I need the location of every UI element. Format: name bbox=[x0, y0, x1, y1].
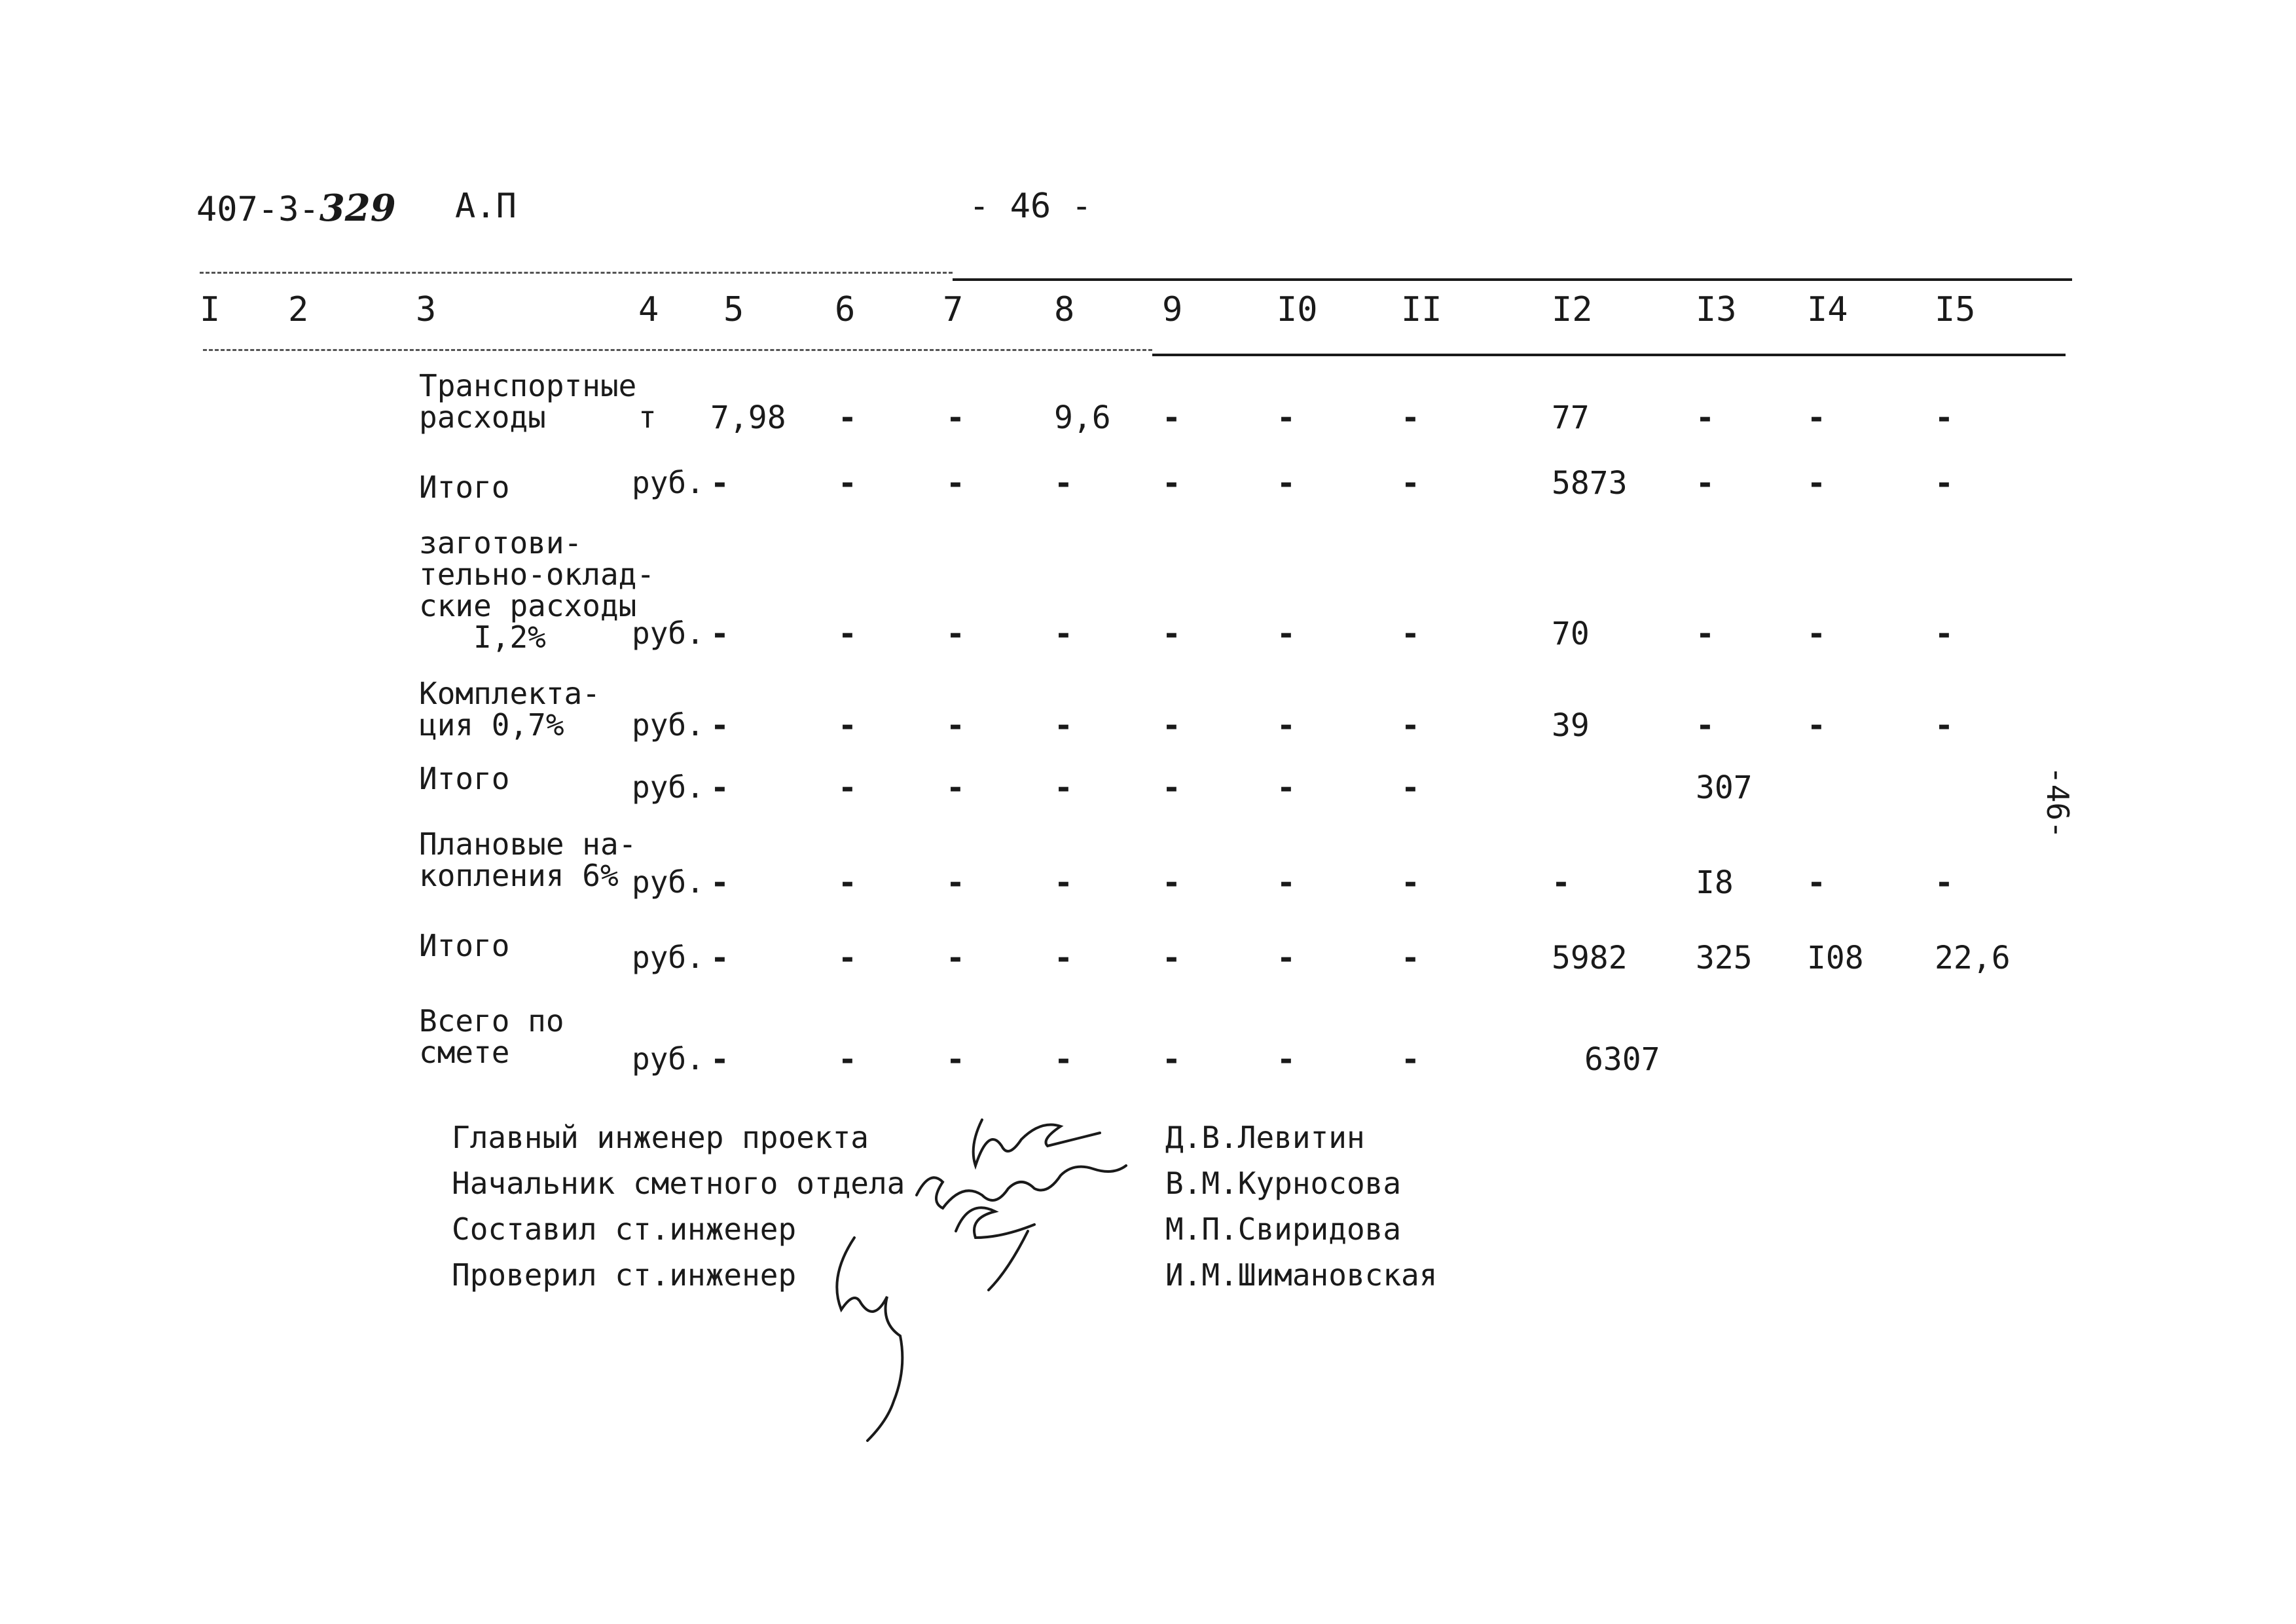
signature-role: Проверил ст.инженер bbox=[452, 1257, 797, 1293]
column-number: 2 bbox=[288, 290, 309, 329]
column-number: I4 bbox=[1807, 290, 1848, 329]
table-cell: - bbox=[946, 769, 965, 806]
table-top-rule-dashed bbox=[200, 272, 953, 274]
doc-code-handwritten: 329 bbox=[319, 187, 396, 230]
column-number: 8 bbox=[1054, 290, 1075, 329]
table-cell: - bbox=[838, 399, 857, 436]
table-cell: - bbox=[1162, 707, 1181, 744]
table-cell: 77 bbox=[1552, 399, 1590, 436]
table-cell: - bbox=[1162, 1041, 1181, 1078]
table-cell: - bbox=[1552, 864, 1571, 901]
row-label: Комплекта- ция 0,7% bbox=[419, 676, 600, 743]
table-cell: - bbox=[946, 465, 965, 502]
column-number: 7 bbox=[943, 290, 964, 329]
table-cell: - bbox=[946, 864, 965, 901]
table-cell: - bbox=[1277, 465, 1296, 502]
table-cell: 70 bbox=[1552, 616, 1590, 652]
signature-name: В.М.Курносова bbox=[1165, 1166, 1402, 1201]
table-cell: - bbox=[1807, 616, 1826, 652]
table-cell: - bbox=[946, 707, 965, 744]
signature-name: М.П.Свиридова bbox=[1165, 1211, 1402, 1247]
table-cell: 5873 bbox=[1552, 465, 1628, 502]
table-header-rule-dashed bbox=[203, 349, 1152, 351]
table-cell: 39 bbox=[1552, 707, 1590, 744]
table-cell: - bbox=[1696, 399, 1715, 436]
table-cell: - bbox=[1277, 940, 1296, 976]
table-cell: - bbox=[1696, 616, 1715, 652]
table-cell: - bbox=[1054, 864, 1073, 901]
row-label: Плановые на- копления 6% bbox=[419, 826, 637, 893]
table-cell: 307 bbox=[1696, 769, 1753, 806]
table-cell: - bbox=[1401, 465, 1420, 502]
table-cell: - bbox=[1277, 707, 1296, 744]
album-label: А.П bbox=[455, 187, 517, 226]
column-number: 5 bbox=[723, 290, 744, 329]
table-cell: 9,6 bbox=[1054, 399, 1111, 436]
table-cell: - bbox=[710, 769, 729, 806]
table-cell: - bbox=[1401, 769, 1420, 806]
table-cell: - bbox=[1935, 707, 1954, 744]
table-cell: - bbox=[1401, 940, 1420, 976]
row-label: Итого bbox=[419, 761, 510, 796]
column-number: 4 bbox=[638, 290, 659, 329]
column-number: I bbox=[200, 290, 221, 329]
table-cell: 5982 bbox=[1552, 940, 1628, 976]
table-cell: - bbox=[1935, 616, 1954, 652]
table-cell: - bbox=[1277, 616, 1296, 652]
table-cell: - bbox=[1054, 465, 1073, 502]
table-cell: - bbox=[838, 864, 857, 901]
signature-name: Д.В.Левитин bbox=[1165, 1120, 1365, 1155]
table-cell: 22,6 bbox=[1935, 940, 2011, 976]
column-number: I0 bbox=[1277, 290, 1318, 329]
row-label: заготови- тельно-оклад- ские расходы I,2% bbox=[419, 525, 655, 655]
row-unit: руб. bbox=[632, 1041, 704, 1077]
handwritten-signatures-icon bbox=[786, 1080, 1309, 1447]
table-cell: - bbox=[1277, 1041, 1296, 1078]
table-cell: - bbox=[1696, 707, 1715, 744]
column-number: 6 bbox=[835, 290, 856, 329]
table-cell: - bbox=[1935, 399, 1954, 436]
doc-code bbox=[196, 187, 396, 230]
table-cell: - bbox=[1054, 769, 1073, 806]
side-page-number: -46- bbox=[2040, 766, 2075, 839]
row-label: Итого bbox=[419, 470, 510, 505]
table-cell: - bbox=[946, 1041, 965, 1078]
table-cell: - bbox=[1054, 616, 1073, 652]
signature-name: И.М.Шимановская bbox=[1165, 1257, 1438, 1293]
table-cell: - bbox=[1807, 465, 1826, 502]
table-cell: - bbox=[1277, 399, 1296, 436]
table-cell: - bbox=[710, 465, 729, 502]
table-cell: - bbox=[1054, 1041, 1073, 1078]
table-cell: - bbox=[1807, 399, 1826, 436]
table-top-rule bbox=[953, 278, 2072, 281]
table-cell: - bbox=[1696, 465, 1715, 502]
table-cell: - bbox=[1807, 707, 1826, 744]
table-cell: - bbox=[1162, 399, 1181, 436]
signature-role: Начальник сметного отдела bbox=[452, 1166, 905, 1201]
signature-role: Составил ст.инженер bbox=[452, 1211, 797, 1247]
table-cell: - bbox=[838, 707, 857, 744]
signature-role: Главный инженер проекта bbox=[452, 1120, 869, 1155]
row-label: Транспортные расходы bbox=[419, 368, 637, 435]
row-unit: руб. bbox=[632, 465, 704, 500]
table-cell: - bbox=[838, 1041, 857, 1078]
column-number: I5 bbox=[1935, 290, 1976, 329]
table-cell: - bbox=[946, 616, 965, 652]
table-cell: - bbox=[1401, 864, 1420, 901]
table-cell: - bbox=[946, 940, 965, 976]
page-number: - 46 - bbox=[969, 187, 1092, 226]
table-cell: - bbox=[1162, 940, 1181, 976]
table-cell: - bbox=[1162, 864, 1181, 901]
table-cell: - bbox=[1162, 465, 1181, 502]
column-number: I2 bbox=[1552, 290, 1593, 329]
table-cell: - bbox=[1935, 465, 1954, 502]
table-cell: - bbox=[710, 940, 729, 976]
table-cell: - bbox=[1162, 616, 1181, 652]
table-cell: - bbox=[1935, 864, 1954, 901]
table-cell: - bbox=[1401, 399, 1420, 436]
row-unit: руб. bbox=[632, 616, 704, 651]
table-cell: - bbox=[1277, 769, 1296, 806]
row-unit: т bbox=[638, 399, 657, 435]
row-label: Итого bbox=[419, 928, 510, 963]
doc-code-printed: 407-3- bbox=[196, 190, 319, 229]
row-unit: руб. bbox=[632, 940, 704, 975]
table-cell: - bbox=[1054, 940, 1073, 976]
table-cell: - bbox=[1162, 769, 1181, 806]
table-cell: I08 bbox=[1807, 940, 1864, 976]
table-cell: - bbox=[946, 399, 965, 436]
table-cell: - bbox=[1277, 864, 1296, 901]
table-cell: - bbox=[710, 707, 729, 744]
table-cell: - bbox=[838, 769, 857, 806]
row-unit: руб. bbox=[632, 707, 704, 743]
row-label: Всего по смете bbox=[419, 1003, 564, 1070]
table-cell: 325 bbox=[1696, 940, 1753, 976]
column-number: 9 bbox=[1162, 290, 1183, 329]
table-cell: - bbox=[710, 864, 729, 901]
table-cell: - bbox=[1401, 1041, 1420, 1078]
table-cell: 6307 bbox=[1584, 1041, 1660, 1078]
table-cell: I8 bbox=[1696, 864, 1734, 901]
table-cell: - bbox=[1807, 864, 1826, 901]
table-cell: - bbox=[838, 465, 857, 502]
column-number: 3 bbox=[416, 290, 437, 329]
table-cell: - bbox=[710, 1041, 729, 1078]
table-cell: - bbox=[1401, 616, 1420, 652]
column-number: I3 bbox=[1696, 290, 1737, 329]
table-header-rule bbox=[1152, 354, 2066, 356]
row-unit: руб. bbox=[632, 864, 704, 900]
table-cell: - bbox=[1401, 707, 1420, 744]
row-unit: руб. bbox=[632, 769, 704, 805]
column-number: II bbox=[1401, 290, 1442, 329]
table-cell: - bbox=[838, 616, 857, 652]
table-cell: - bbox=[1054, 707, 1073, 744]
table-cell: - bbox=[710, 616, 729, 652]
table-cell: - bbox=[838, 940, 857, 976]
table-cell: 7,98 bbox=[710, 399, 786, 436]
